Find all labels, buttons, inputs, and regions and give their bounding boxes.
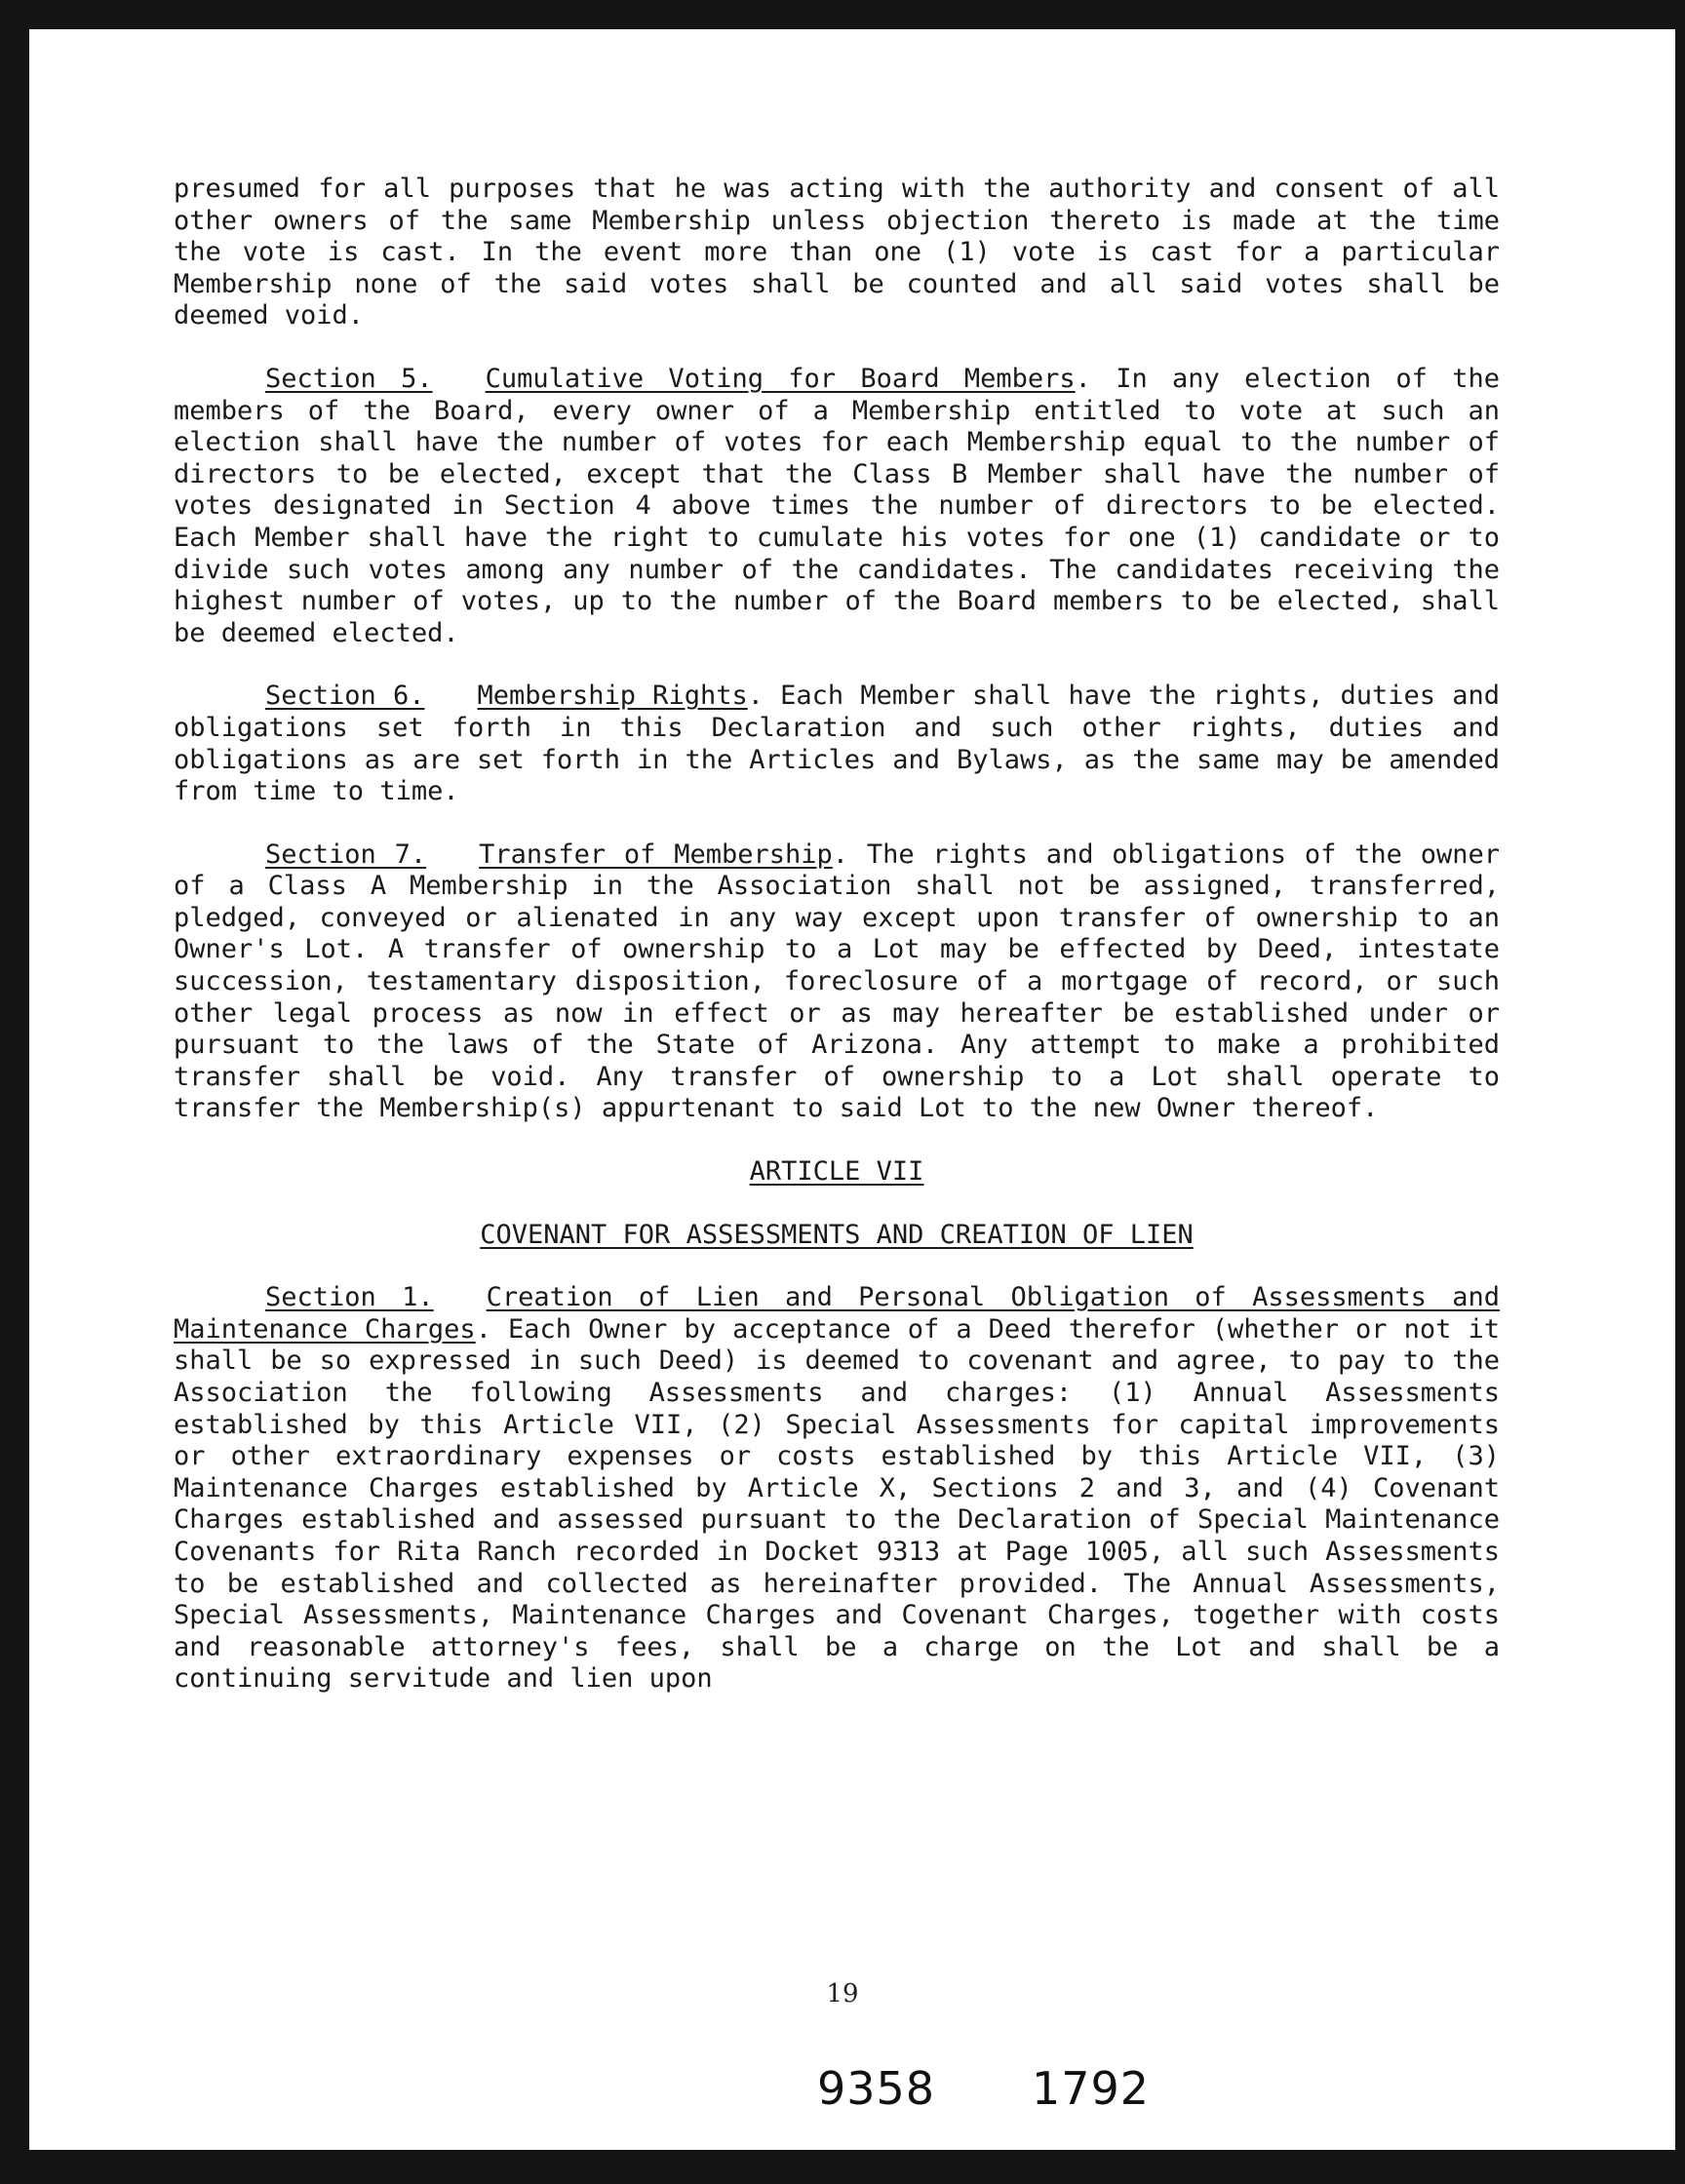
document-body	[174, 174, 1500, 1727]
paragraph-continuation	[174, 174, 1500, 332]
section-7	[174, 839, 1500, 1125]
section-5-title: Cumulative Voting for Board Members	[485, 363, 1076, 394]
article-subheading: COVENANT FOR ASSESSMENTS AND CREATION OF LIEN	[480, 1219, 1194, 1250]
section-6-body: . Each Member shall have the rights, duties and obligations set forth in this Declaration and such other rights, duties and obligations as are set forth in the Articles and Bylaws, as the same may be amended from time to time.	[174, 681, 1500, 807]
section-5-body: . In any election of the members of the Board, every owner of a Membership entitled to vote at such an election shall have the number of votes for each Membership equal to the number of directors to be elected, except that the Class B Member shall have the number of votes designated in Section 4 above times the number of directors to be elected. Each Member shall have the right to cumulate his votes for one (1) candidate or to divide such votes among any number of the candidates. The candidates receiving the highest number of votes, up to the number of the Board members to be elected, shall be deemed elected.	[174, 363, 1500, 648]
section-5	[174, 364, 1500, 649]
section-7-title: Transfer of Membership	[479, 838, 833, 870]
article-section-1-body: . Each Owner by acceptance of a Deed therefor (whether or not it shall be so expressed in such Deed) is deemed to covenant and agree, to pay to the Association the following Assessments and charges: (1) Annual Assessments established by this Article VII, (2) Special Assessments for capital improvements or other extraordinary expenses or costs established by this Article VII, (3) Maintenance Charges established by Article X, Sections 2 and 3, and (4) Covenant Charges established and assessed pursuant to the Declaration of Special Maintenance Covenants for Rita Ranch recorded in Docket 9313 at Page 1005, all such Assessments to be established and collected as hereinafter provided. The Annual Assessments, Special Assessments, Maintenance Charges and Covenant Charges, together with costs and reasonable attorney's fees, shall be a charge on the Lot and shall be a continuing servitude and lien upon	[174, 1313, 1500, 1695]
continuation-text: presumed for all purposes that he was acting with the authority and consent of all other owners of the same Membership unless objection thereto is made at the time the vote is cast. In the event more than one (1) vote is cast for a particular Membership none of the said votes shall be counted and all said votes shall be deemed void.	[174, 174, 1500, 332]
docket-page-number: 1792	[1032, 2062, 1151, 2115]
section-7-label: Section 7.	[265, 838, 427, 870]
article-section-1	[174, 1282, 1500, 1696]
section-6-label: Section 6.	[265, 681, 425, 712]
section-6-title: Membership Rights	[477, 681, 748, 712]
article-section-1-label: Section 1.	[265, 1282, 434, 1313]
article-section-1-title: Creation of Lien and Personal Obligation of Assessments and Maintenance Charges	[174, 1282, 1500, 1345]
article-heading: ARTICLE VII	[749, 1156, 924, 1188]
section-6	[174, 681, 1500, 807]
section-7-body: . The rights and obligations of the owner of a Class A Membership in the Association shall not be assigned, transferred, pledged, conveyed or alienated in any way except upon transfer of ownership to an Owner's Lot. A transfer of ownership to a Lot may be effected by Deed, intestate succession, testamentary disposition, foreclosure of a mortgage of record, or such other legal process as now in effect or as may hereafter be established under or pursuant to the laws of the State of Arizona. Any attempt to make a prohibited transfer shall be void. Any transfer of ownership to a Lot shall operate to transfer the Membership(s) appurtenant to said Lot to the new Owner thereof.	[174, 838, 1500, 1124]
section-5-label: Section 5.	[265, 363, 433, 394]
docket-number: 9358	[817, 2062, 936, 2115]
page-number: 19	[826, 1979, 859, 2008]
